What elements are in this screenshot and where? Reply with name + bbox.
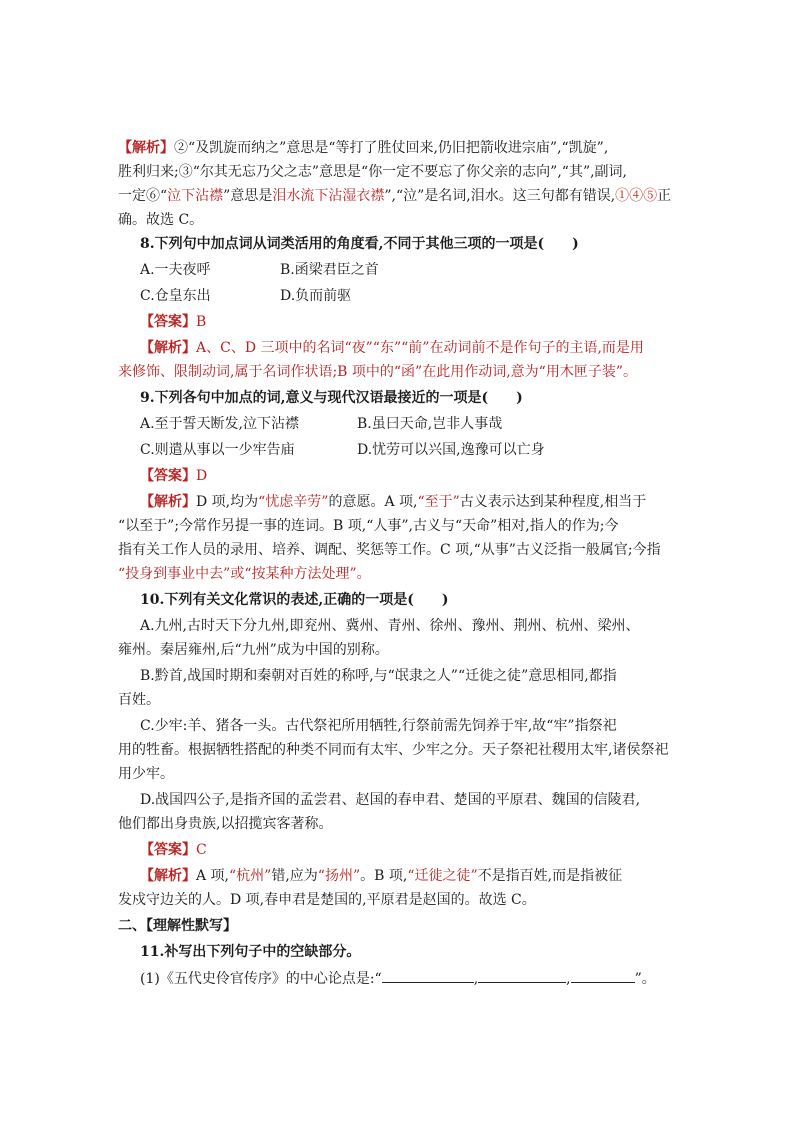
analysis-tag: 【解析】: [140, 340, 196, 356]
red-text: 泣下沾襟: [167, 188, 224, 204]
q8-question: 8.下列句中加点词从词类活用的角度看,不同于其他三项的一项是( ): [140, 236, 579, 252]
q9-analysis-line3: 指有关工作人员的录用、培养、调配、奖惩等工作。C 项,“从事”古义泛指一般属官;今指: [118, 542, 661, 558]
red-text: “杭州”: [229, 868, 272, 884]
text: 一定⑥“: [118, 188, 168, 204]
q9-option-d: D.忧劳可以兴国,逸豫可以亡身: [357, 442, 545, 458]
answer-value: C: [196, 842, 207, 858]
answer-tag: 【答案】: [140, 314, 196, 330]
text: ”意思是: [223, 188, 273, 204]
q10-d-line2: 他们都出身贵族,以招揽宾客著称。: [118, 816, 333, 832]
answer-value: D: [196, 468, 208, 484]
q9-analysis-line4: “投身到事业中去”或“按某种方法处理”。: [118, 566, 371, 582]
red-text: 泪水流下沾湿衣襟: [272, 188, 385, 204]
answer-tag: 【答案】: [140, 842, 196, 858]
q8-answer: [140, 312, 710, 332]
q10-b-line2: 百姓。: [118, 692, 160, 708]
section2-title: 二、【理解性默写】: [118, 918, 237, 934]
analysis-tag: 【解析】: [140, 494, 196, 510]
q8-analysis-line2: 来修饰、限制动词,属于名词作状语;B 项中的“函”在此用作动词,意为“用木匣子装”。: [118, 364, 637, 380]
q9-option-a: A.至于誓天断发,泣下沾襟: [140, 416, 300, 432]
text: ”。: [634, 971, 656, 987]
analysis-tag: 【解析】: [118, 140, 174, 156]
q9-analysis-line2: “以至于”;今常作另提一事的连词。B 项,“人事”,古义与“天命”相对,指人的作为;今: [118, 518, 619, 534]
q11-item1: [140, 968, 700, 989]
text: 正: [657, 188, 672, 204]
text: ,: [473, 971, 479, 987]
q8-option-c: C.仓皇东出: [140, 288, 211, 304]
text: ,: [566, 971, 571, 987]
text: D 项,均为: [196, 494, 259, 510]
q10-answer: [140, 840, 710, 860]
fill-blank[interactable]: [571, 968, 635, 983]
analysis-text: A、C、D 三项中的名词“夜”“东”“前”在动词前不是作句子的主语,而是用: [196, 340, 644, 356]
text: ②“及凯旋而纳之”意思是“等打了胜仗回来,仍旧把箭收进宗庙”,“凯旋”,: [174, 140, 609, 156]
q9-option-c: C.则遣从事以一少牢告庙: [140, 442, 295, 458]
q7-analysis-line1: [118, 138, 688, 158]
text: A 项,: [196, 868, 230, 884]
text: ”,“泣”是名词,泪水。这三句都有错误,: [384, 188, 616, 204]
q9-answer: [140, 466, 710, 486]
q10-d-line1: D.战国四公子,是指齐国的孟尝君、赵国的春申君、楚国的平原君、魏国的信陵君,: [140, 792, 641, 808]
q10-analysis-line1: [140, 866, 710, 886]
q10-c-line1: C.少牢:羊、猪各一头。古代祭祀所用牺牲,行祭前需先饲养于牢,故“牢”指祭祀: [140, 718, 617, 734]
q7-analysis-line2: 胜利归来;③“尔其无忘乃父之志”意思是“你一定不要忘了你父亲的志向”,“其”,副词,: [118, 164, 628, 180]
q8-option-d: D.负而前驱: [280, 288, 352, 304]
q8-option-b: B.函梁君臣之首: [280, 262, 379, 278]
answer-value: B: [196, 314, 207, 330]
q7-analysis-line3: [118, 186, 688, 206]
red-text: “迁徙之徒”: [407, 868, 478, 884]
red-text: “至于”: [417, 494, 460, 510]
fill-blank[interactable]: [382, 968, 474, 983]
answer-tag: 【答案】: [140, 468, 196, 484]
q9-analysis-line1: [140, 492, 710, 512]
text: 。B 项,: [360, 868, 408, 884]
q9-question: 9.下列各句中加点的词,意义与现代汉语最接近的一项是( ): [140, 390, 523, 406]
q10-c-line2: 用的牲畜。根据牺牲搭配的种类不同而有太牢、少牢之分。天子祭祀社稷用太牢,诸侯祭祀: [118, 742, 669, 758]
red-text: ①④⑤: [615, 188, 658, 204]
text: 不是指百姓,而是指被征: [477, 868, 623, 884]
analysis-tag: 【解析】: [140, 868, 196, 884]
q9-option-b: B.虽曰天命,岂非人事哉: [357, 416, 503, 432]
red-text: “扬州”: [317, 868, 361, 884]
q10-question: 10.下列有关文化常识的表述,正确的一项是( ): [140, 592, 449, 608]
text: (1)《五代史伶官传序》的中心论点是:“: [140, 971, 382, 987]
text: 的意愿。A 项,: [328, 494, 418, 510]
q8-analysis-line1: [140, 338, 710, 358]
q11-instruction: 11.补写出下列句子中的空缺部分。: [140, 944, 361, 960]
q7-analysis-line4: 确。故选 C。: [118, 212, 204, 228]
q10-analysis-line2: 发戍守边关的人。D 项,春申君是楚国的,平原君是赵国的。故选 C。: [118, 892, 536, 908]
q10-b-line1: B.黔首,战国时期和秦朝对百姓的称呼,与“氓隶之人”“迁徙之徒”意思相同,都指: [140, 668, 617, 684]
q8-option-a: A.一夫夜呼: [140, 262, 211, 278]
red-text: “忧虑辛劳”: [258, 494, 329, 510]
q10-a-line2: 雍州。秦居雍州,后“九州”成为中国的别称。: [118, 642, 389, 658]
text: 古义表示达到某种程度,相当于: [459, 494, 647, 510]
text: 错,应为: [271, 868, 318, 884]
fill-blank[interactable]: [478, 968, 566, 983]
q10-a-line1: A.九州,古时天下分九州,即兖州、冀州、青州、徐州、豫州、荆州、杭州、梁州、: [140, 618, 640, 634]
q10-c-line3: 用少牢。: [118, 766, 174, 782]
